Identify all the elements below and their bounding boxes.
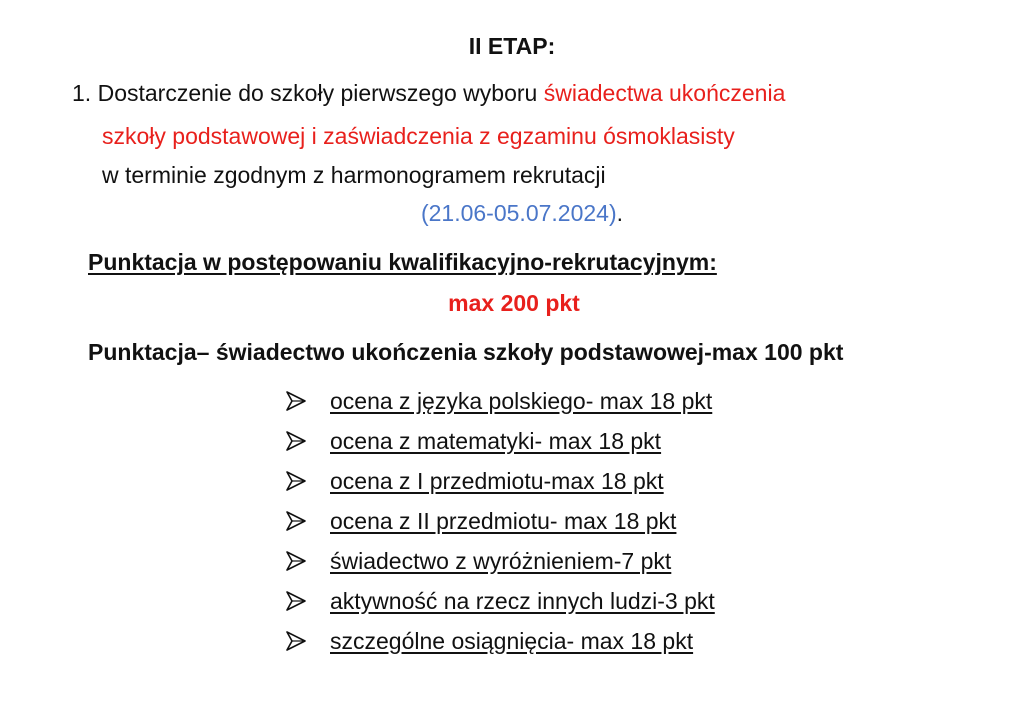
- arrow-bullet-icon: [284, 550, 308, 572]
- list-item: [284, 581, 715, 621]
- arrow-bullet-icon: [284, 510, 308, 532]
- scoring-item-text: ocena z II przedmiotu- max 18 pkt: [330, 507, 677, 534]
- list-item: [284, 381, 715, 421]
- arrow-bullet-icon: [284, 630, 308, 652]
- arrow-bullet-icon: [284, 390, 308, 412]
- step-dates: (21.06-05.07.2024): [420, 200, 617, 226]
- list-item: [284, 421, 715, 461]
- step-number: 1.: [72, 80, 92, 106]
- scoring-item-text: ocena z I przedmiotu-max 18 pkt: [330, 467, 664, 494]
- scoring-items-list: [284, 381, 715, 661]
- step-line-1: [72, 80, 785, 106]
- arrow-bullet-icon: [284, 470, 308, 492]
- list-item: [284, 541, 715, 581]
- step-text: Dostarczenie do szkoły pierwszego wyboru: [97, 80, 544, 106]
- step-documents-highlight-2: szkoły podstawowej i zaświadczenia z egzaminu ósmoklasisty: [102, 123, 735, 149]
- step-dates-suffix: .: [616, 200, 624, 226]
- scoring-item-text: ocena z języka polskiego- max 18 pkt: [330, 387, 713, 414]
- step-deadline-text: w terminie zgodnym z harmonogramem rekrutacji: [102, 162, 606, 188]
- list-item: [284, 621, 715, 661]
- scoring-item-text: aktywność na rzecz innych ludzi-3 pkt: [330, 587, 715, 614]
- step-documents-highlight-1: świadectwa ukończenia: [543, 80, 786, 106]
- arrow-bullet-icon: [284, 590, 308, 612]
- scoring-item-text: ocena z matematyki- max 18 pkt: [330, 427, 662, 454]
- certificate-scoring-title: Punktacja– świadectwo ukończenia szkoły podstawowej-max 100 pkt: [88, 339, 844, 365]
- scoring-item-text: szczególne osiągnięcia- max 18 pkt: [330, 627, 694, 654]
- list-item: [284, 501, 715, 541]
- list-item: [284, 461, 715, 501]
- scoring-max-total: max 200 pkt: [448, 290, 580, 316]
- stage-heading: II ETAP:: [468, 33, 556, 59]
- step-dates-line: [0, 200, 1024, 226]
- scoring-item-text: świadectwo z wyróżnieniem-7 pkt: [330, 547, 672, 574]
- scoring-title: Punktacja w postępowaniu kwalifikacyjno-rekrutacyjnym:: [88, 249, 717, 275]
- arrow-bullet-icon: [284, 430, 308, 452]
